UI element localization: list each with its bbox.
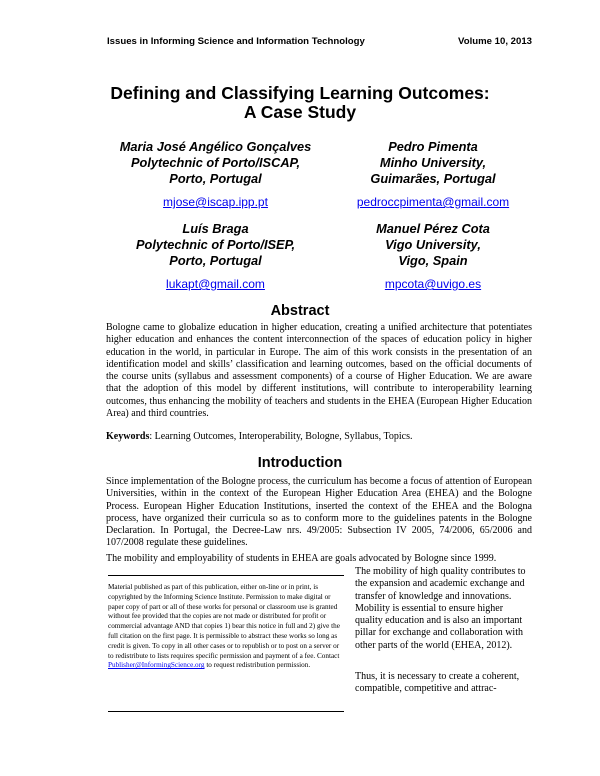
title-line-1: Defining and Classifying Learning Outcomes: [110,83,490,103]
abstract-heading: Abstract [270,303,330,319]
copyright-footnote [108,575,344,712]
author-place: Vigo, Spain [398,253,468,268]
author-place: Porto, Portugal [169,171,262,186]
author-block-1 [108,139,323,210]
author-affiliation: Polytechnic of Porto/ISCAP, [131,155,300,170]
footnote-tail: to request redistribution permission. [204,661,311,670]
author-block-3 [108,221,323,292]
author-affiliation: Minho University, [379,155,487,170]
author-name: Pedro Pimenta [388,139,478,154]
author-email-link[interactable]: lukapt@gmail.com [166,277,265,291]
author-place: Guimarães, Portugal [370,171,496,186]
author-name: Manuel Pérez Cota [376,221,490,236]
keywords-label: Keywords [106,431,150,442]
author-affiliation: Vigo University, [385,237,481,252]
abstract-text: Bologne came to globalize education in higher education, creating a unified architecture that potentiates higher education and enhances the content interconnection of the spaces of education policy in higher education in the world, in particular in Europe. The aim of this work consists in the presentation of an identification model and skills’ classification and learning outcomes, based on the official documents of the course units (syllabus and assessment components) of a course of Higher Education. We are aware that the adoption of this model by different institutions, will contribute to interoperability learning outcomes, thus enhancing the mobility of teachers and students in the EHEA (European Higher Education Area) and third countries. [106,322,532,420]
footnote-text: Material published as part of this publication, either on-line or in print, is copyrighted by the Informing Science Institute. Permission to make digital or paper copy of part or all of these works for personal or classroom use is granted without fee provided that the copies are not made or distributed for profit or commercial advantage AND that copies 1) bear this notice in full and 2) give the full citation on the first page. It is permissible to abstract these works so long as credit is given. To copy in all other cases or to republish or to post on a server or to redistribute to lists requires specific permission and payment of a fee. Contact [108,583,340,660]
author-place: Porto, Portugal [169,253,262,268]
keywords-line [106,431,532,443]
author-affiliation: Polytechnic of Porto/ISEP, [135,237,296,252]
intro-paragraph-1: Since implementation of the Bologne process, the curriculum has become a focus of attention of European Universities, within in the context of the European Higher Education Area (EHEA) and the Bologne Process. European Higher Education Institutions, inserted the context of the EHEA and the Bologna process, have organized their curricula so as to conform more to the guidelines patents in the Bologne Declaration. In Portugal, the Decree-Law nrs. 49/2005: Subsection IV 2005, 74/2006, 65/2006 and 107/2008 regulate these guidelines. [106,476,532,549]
journal-name: Issues in Informing Science and Information Technology [107,36,365,47]
author-name: Luís Braga [182,221,249,236]
volume-label: Volume 10, 2013 [458,36,532,47]
intro-right-paragraph-1: The mobility of high quality contributes to the expansion and academic exchange and transfer of knowledge and innovations. Mobility is essential to ensure higher quality education and is also an important pillar for exchange and collaboration with other parts of the world (EHEA, 2012). [355,566,526,651]
publisher-email-link[interactable]: Publisher@InformingScience.org [108,661,205,670]
intro-paragraph-2: The mobility and employability of students in EHEA are goals advocated by Bologne since 1999. [106,553,497,564]
intro-right-paragraph-2: Thus, it is necessary to create a coherent, compatible, competitive and attrac- [355,671,520,695]
introduction-heading: Introduction [257,455,343,471]
author-block-4 [323,221,543,292]
author-block-2 [323,139,543,210]
title-line-2: A Case Study [243,102,357,122]
author-name: Maria José Angélico Gonçalves [119,139,312,154]
author-email-link[interactable]: mpcota@uvigo.es [384,277,482,291]
keywords-list: : Learning Outcomes, Interoperability, Bologne, Syllabus, Topics. [149,431,413,442]
author-email-link[interactable]: mjose@iscap.ipp.pt [163,195,268,209]
paper-title [0,84,600,122]
running-header [107,36,532,47]
author-email-link[interactable]: pedroccpimenta@gmail.com [356,195,510,209]
